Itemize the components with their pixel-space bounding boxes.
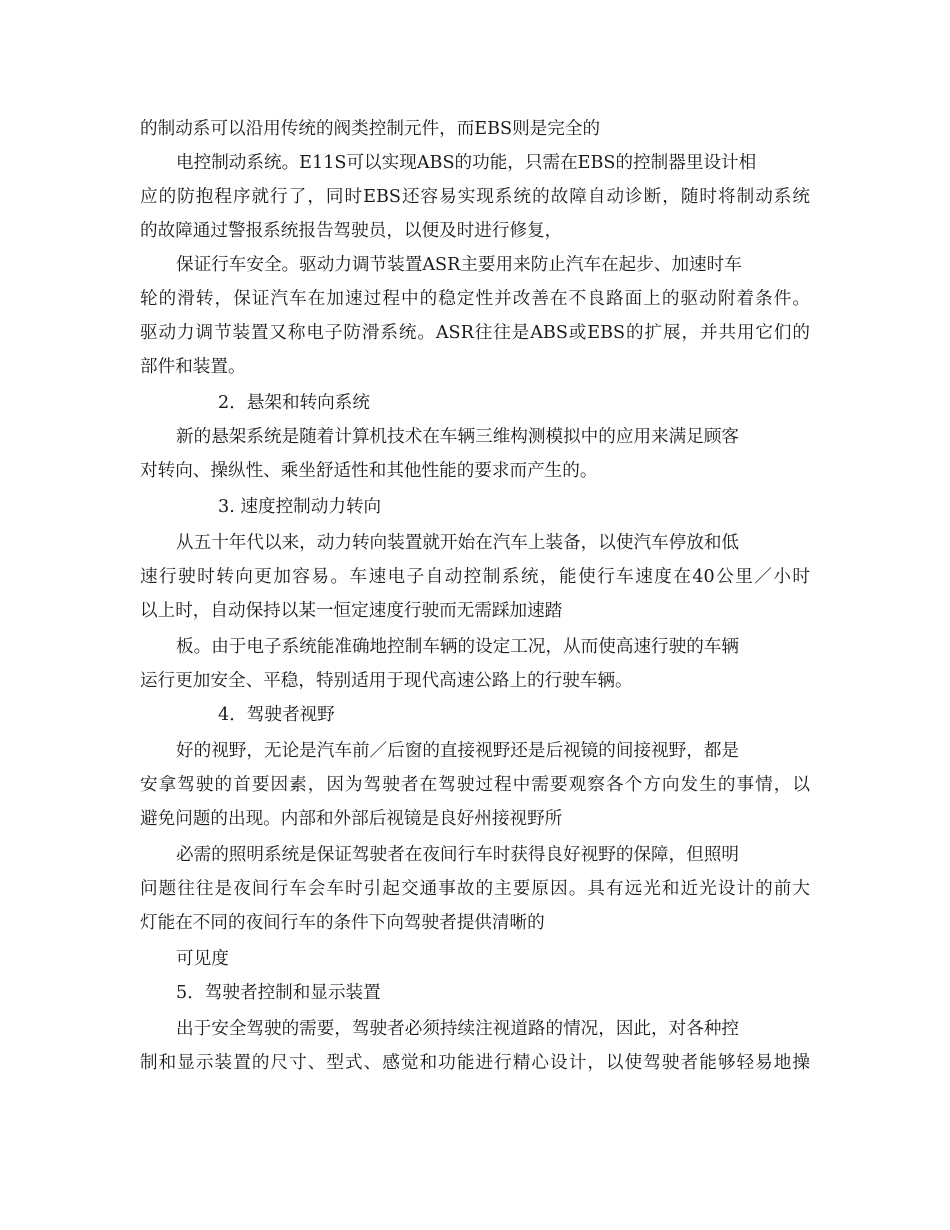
text-line: 速行驶时转向更加容易。车速电子自动控制系统，能使行车速度在40公里／小时	[140, 567, 810, 587]
text-line: 的故障通过警报系统报告驾驶员，以便及时进行修复，	[140, 221, 563, 241]
section-heading: 3. 速度控制动力转向	[218, 497, 382, 517]
text-line: 灯能在不同的夜间行车的条件下向驾驶者提供清晰的	[140, 913, 545, 933]
text-line: 避免问题的出现。内部和外部后视镜是良好州接视野所	[140, 809, 563, 829]
text-line: 新的悬架系统是随着计算机技术在车辆三维构测模拟中的应用来满足顾客	[176, 427, 740, 447]
section-heading: 2．悬架和转向系统	[218, 393, 370, 413]
text-line: 从五十年代以来，动力转向装置就开始在汽车上装备，以使汽车停放和低	[176, 533, 740, 553]
text-line: 轮的滑转，保证汽车在加速过程中的稳定性并改善在不良路面上的驱动附着条件。	[140, 289, 810, 309]
section-heading: 4．驾驶者视野	[218, 705, 335, 725]
text-line: 运行更加安全、平稳，特别适用于现代高速公路上的行驶车辆。	[140, 671, 633, 691]
text-line: 制和显示装置的尺寸、型式、感觉和功能进行精心设计，以使驾驶者能够轻易地操	[140, 1053, 810, 1073]
section-heading: 5．驾驶者控制和显示装置	[176, 983, 381, 1003]
text-line: 出于安全驾驶的需要，驾驶者必须持续注视道路的情况，因此，对各种控	[176, 1019, 740, 1039]
text-line: 可见度	[176, 949, 229, 969]
text-line: 部件和装置。	[140, 357, 246, 377]
text-line: 对转向、操纵性、乘坐舒适性和其他性能的要求而产生的。	[140, 461, 598, 481]
text-line: 板。由于电子系统能准确地控制车辆的设定工况，从而使高速行驶的车辆	[176, 637, 740, 657]
text-line: 安拿驾驶的首要因素，因为驾驶者在驾驶过程中需要观察各个方向发生的事情，以	[140, 775, 810, 795]
text-line: 以上时，自动保持以某一恒定速度行驶而无需踩加速踏	[140, 601, 563, 621]
text-line: 电控制动系统。E11S可以实现ABS的功能，只需在EBS的控制器里设计相	[176, 153, 757, 173]
text-line: 驱动力调节装置又称电子防滑系统。ASR往往是ABS或EBS的扩展，并共用它们的	[140, 323, 810, 343]
text-line: 问题往往是夜间行车会车时引起交通事故的主要原因。具有远光和近光设计的前大	[140, 879, 810, 899]
text-line: 应的防抱程序就行了，同时EBS还容易实现系统的故障自动诊断，随时将制动系统	[140, 187, 810, 207]
text-line: 必需的照明系统是保证驾驶者在夜间行车时获得良好视野的保障，但照明	[176, 845, 740, 865]
text-line: 好的视野，无论是汽车前／后窗的直接视野还是后视镜的间接视野，都是	[176, 741, 740, 761]
text-line: 的制动系可以沿用传统的阀类控制元件，而EBS则是完全的	[140, 119, 601, 139]
text-line: 保证行车安全。驱动力调节装置ASR主要用来防止汽车在起步、加速时车	[176, 255, 742, 275]
